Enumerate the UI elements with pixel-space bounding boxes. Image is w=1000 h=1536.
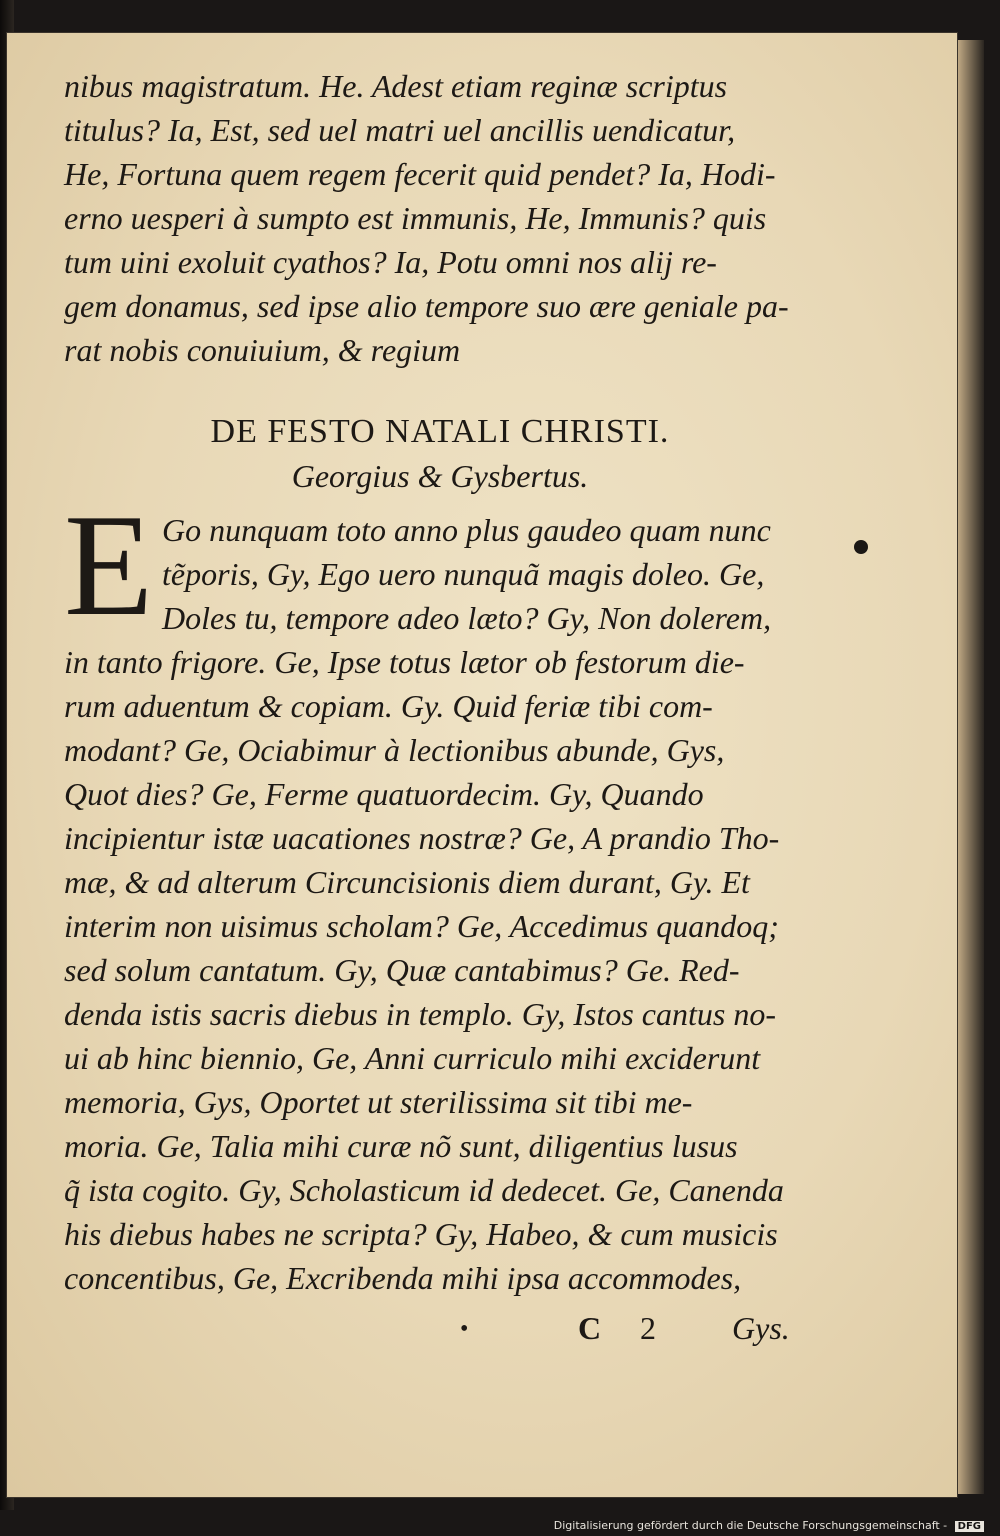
signature-mark: C <box>578 1310 602 1346</box>
drop-cap: E <box>64 484 154 646</box>
digitization-credit <box>554 1519 984 1532</box>
digitization-note: Digitalisierung gefördert durch die Deutsche Forschungsgemeinschaft - <box>553 1519 948 1532</box>
text-line: denda istis sacris diebus in templo. Gy, Istos cantus no- <box>64 996 776 1032</box>
text-line: titulus? Ia, Est, sed uel matri uel ancillis uendicatur, <box>64 112 736 148</box>
dialogue-body <box>64 508 824 1300</box>
text-line: concentibus, Ge, Excribenda mihi ipsa accommodes, <box>64 1260 742 1296</box>
text-line: q̃ ista cogito. Gy, Scholasticum id dedecet. Ge, Canenda <box>64 1172 784 1208</box>
text-line: memoria, Gys, Oportet ut sterilissima sit tibi me- <box>64 1084 693 1120</box>
page-edge <box>958 40 984 1494</box>
ink-blot <box>854 540 868 554</box>
text-line: nibus magistratum. He. Adest etiam reginæ scriptus <box>64 68 728 104</box>
section-heading: DE FESTO NATALI CHRISTI. <box>210 413 670 450</box>
text-line: interim non uisimus scholam? Ge, Accedimus quandoq; <box>64 908 779 944</box>
text-line: moria. Ge, Talia mihi curæ nõ sunt, diligentius lusus <box>64 1128 738 1164</box>
text-line: Doles tu, tempore adeo læto? Gy, Non dolerem, <box>162 600 772 636</box>
text-line: mæ, & ad alterum Circuncisionis diem durant, Gy. Et <box>64 864 750 900</box>
text-line: incipientur istæ uacationes nostræ? Ge, A prandio Tho- <box>64 820 780 856</box>
text-line: He, Fortuna quem regem fecerit quid pendet? Ia, Hodi- <box>64 156 776 192</box>
footer-mark: • <box>460 1316 469 1342</box>
text-line: sed solum cantatum. Gy, Quæ cantabimus? Ge. Red- <box>64 952 740 988</box>
text-line: ui ab hinc biennio, Ge, Anni curriculo mihi exciderunt <box>64 1040 761 1076</box>
text-line: erno uesperi à sumpto est immunis, He, Immunis? quis <box>64 200 767 236</box>
text-line: his diebus habes ne scripta? Gy, Habeo, & cum musicis <box>64 1216 778 1252</box>
text-line: modant? Ge, Ociabimur à lectionibus abunde, Gys, <box>64 732 725 768</box>
text-line: in tanto frigore. Ge, Ipse totus lætor ob festorum die- <box>64 644 745 680</box>
top-passage <box>64 64 824 372</box>
text-line: gem donamus, sed ipse alio tempore suo ære geniale pa- <box>64 288 789 324</box>
text-line: Quot dies? Ge, Ferme quatuordecim. Gy, Quando <box>64 776 704 812</box>
text-line: rat nobis conuiuium, & regium <box>64 332 461 368</box>
text-line: tum uini exoluit cyathos? Ia, Potu omni nos alij re- <box>64 244 717 280</box>
signature-number: 2 <box>640 1310 656 1346</box>
dfg-logo: DFG <box>955 1521 984 1532</box>
text-line: Go nunquam toto anno plus gaudeo quam nunc <box>162 512 771 548</box>
text-line: rum aduentum & copiam. Gy. Quid feriæ tibi com- <box>64 688 713 724</box>
catchword: Gys. <box>732 1310 790 1346</box>
text-line: tẽporis, Gy, Ego uero nunquã magis doleo. Ge, <box>162 556 765 592</box>
section-subheading: Georgius & Gysbertus. <box>291 458 589 494</box>
